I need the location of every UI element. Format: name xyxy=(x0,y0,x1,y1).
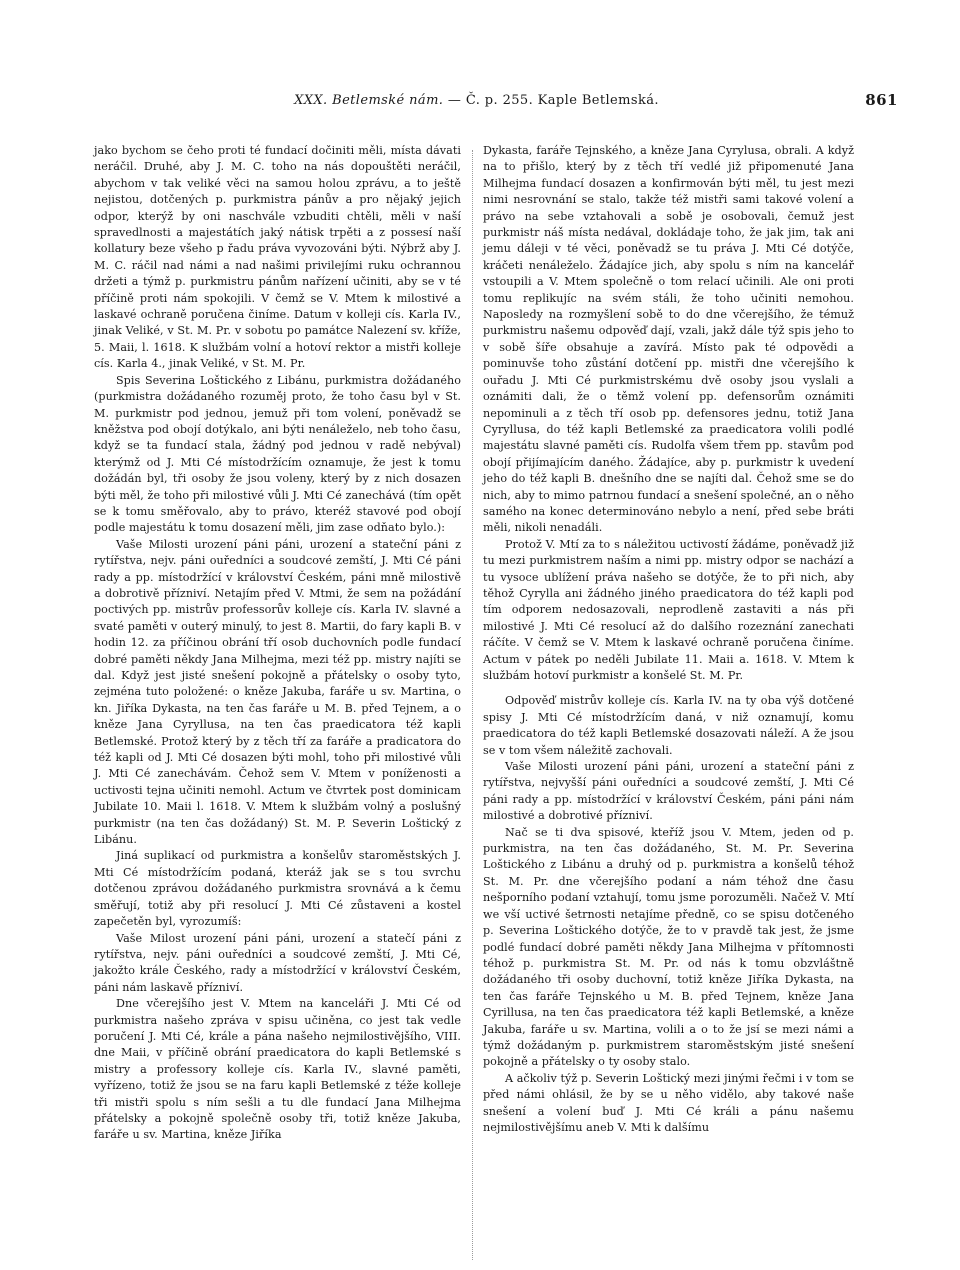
paragraph: Protož V. Mtí za to s náležitou uctivostí žádáme, poněvadž již tu mezi purkmistrem naším a nimi pp. mistry odpor se nachází a tu vysoce ublížení práva našeho se dotýče, že to při nich, aby těhož Cyrylla ani žádného jiného praedicatora do též kapli pod tím odporem nedosazovali, neprodleně zastaviti a nás při milostivé J. Mti Cé resolucí až do dalšího rozeznání zanechati ráčíte. V čemž se V. Mtem k laskavé ochraně poručena činíme. Actum v pátek po neděli Jubilate 11. Maii a. 1618. V. Mtem k službám hotoví purkmistr a konšelé St. M. Pr. xyxy=(483,537,854,682)
paragraph: Vaše Milosti urození páni páni, urození a stateční páni z rytířstva, nejvyšší páni ouředníci a soudcové zemští, J. Mti Cé páni rady a pp. místodržící v království Českém, páni páni nám milostivé a dobrotivé přízniví. xyxy=(483,760,854,823)
paragraph: Vaše Milost urození páni páni, urození a statečí páni z rytířstva, nejv. páni ouředníci a soudcové zemští, J. Mti Cé, jakožto krále Českého, rady a místodržící v království Českém, páni nám laskavě přízniví. xyxy=(94,931,461,994)
page-number: 861 xyxy=(865,91,898,109)
paragraph: Dne včerejšího jest V. Mtem na kanceláři J. Mti Cé od purkmistra našeho zpráva v spisu učiněna, co jest tak vedle poručení J. Mti Cé, krále a pána našeho nejmilostivějšího, VIII. dne Maii, v příčině obrání praedicatora do kapli Betlemské s mistry a professory kolleje cís. Karla IV., slavné paměti, vyřízeno, totiž že jsou se na faru kapli Betlemské z téže kolleje tři mistři spolu s ním sešli a tu dle fundací Jana Milhejma přátelsky a pokojně společně osoby tři, totiž kněze Jakuba, faráře u sv. Martina, kněze Jiříka xyxy=(94,997,461,1142)
page-header xyxy=(93,91,898,115)
column-divider xyxy=(472,150,473,1260)
paragraph: Vaše Milosti urození páni páni, urození a stateční páni z rytířstva, nejv. páni ouředníci a soudcové zemští, J. Mti Cé páni rady a pp. místodržící v království Českém, páni mně milostivě a dobrotivě přízniví. Netajím před V. Mtmi, že sem na požádání poctivých pp. mistrův professorův kolleje cís. Karla IV. slavné a svaté paměti v outerý minulý, to jest 8. Martii, do fary kapli B. v hodin 12. za příčinou obrání tří osob duchovních podle fundací dobré paměti někdy Jana Milhejma, mezi též pp. mistry najíti se dal. Když jest jisté snešení pokojně a přátelsky o osoby tyto, zejména tuto položené: o kněze Jakuba, faráře u sv. Martina, o kn. Jiříka Dykasta, na ten čas faráře u M. B. před Tejnem, a o kněze Jana Cyryllusa, na ten čas praedicatora též kapli Betlemské. Protož který by z těch tří za faráře a pradicatora do též kapli od J. Mti Cé dosazen býti mohl, toho při milostivé vůli J. Mti Cé zanechávám. Čehož sem V. Mtem v poníženosti a uctivosti tejna učiniti nemohl. Actum ve čtvrtek post dominicam Jubilate 10. Maii l. 1618. V. Mtem k službám volný a poslušný purkmistr (na ten čas dožádaný) St. M. P. Severin Loštický z Libánu. xyxy=(94,537,461,847)
paragraph: Odpověď mistrův kolleje cís. Karla IV. na ty oba výš dotčené spisy J. Mti Cé místodržícím daná, v niž oznamují, komu praedicatora do též kapli Betlemské dosazovati náleží. A že jsou se v tom všem náležitě zachovali. xyxy=(483,694,854,757)
section-title: XXX. Betlemské nám. xyxy=(294,93,444,108)
running-head xyxy=(93,93,860,108)
header-separator: — xyxy=(447,93,462,108)
paragraph: Nač se ti dva spisové, kteříž jsou V. Mtem, jeden od p. purkmistra, na ten čas dožádaného, St. M. Pr. Severina Loštického z Libánu a druhý od p. purkmistra a konšelů téhož St. M. Pr. dne včerejšího podaní a nám téhož dne času nešporního podaní vztahují, tomu jsme porozuměli. Načež V. Mtí we vší uctivé šetrnosti netajíme předně, co se spisu dotčeného p. Severina Loštického dotýče, že to v pravdě tak jest, že jsme podlé fundací dobré paměti někdy Jana Milhejma v přítomnosti téhož p. purkmistra St. M. Pr. od nás k tomu obzvláštně dožádaného tři osoby duchovní, totiž kněze Jiříka Dykasta, na ten čas faráře Tejnského u M. B. před Tejnem, kněze Jana Cyrillusa, na ten čas praedicatora též kapli Betlemské, a kněze Jakuba, faráře u sv. Martina, volili a o to že jsí se mezi námi a týmž dožádaným p. purkmistrem staroměstským jisté snešení pokojně a přátelsky o ty osoby stalo. xyxy=(483,825,854,1069)
paragraph: Spis Severina Loštického z Libánu, purkmistra dožádaného (purkmistra dožádaného rozuměj proto, že toho času byl v St. M. purkmistr pod jednou, jemuž při tom volení, poněvadž se kněžstva pod obojí dotýkalo, ani býti nenáleželo, neb toho času, když se ta fundací stala, žádný pod jednou v radě nebýval) kterýmž od J. Mti Cé místodržícím oznamuje, že jest k tomu dožádán byl, tři osoby že jsou voleny, který by z nich dosazen býti měl, že toho při milostivé vůli J. Mti Cé zanechává (tím opět se k tomu směřovalo, aby to právo, kteréž stavové pod obojí podle majestátu k tomu dosazení měli, jim zase odňato bylo.): xyxy=(94,373,461,535)
right-column xyxy=(483,143,854,1136)
paragraph: jako bychom se čeho proti té fundací dočiniti měli, místa dávati neráčil. Druhé, aby J. M. C. toho na nás dopouštěti neráčil, abychom v tak veliké věci na samou holou zprávu, a to ještě nejistou, dotčených p. purkmistra pánův a pro nějaký jejich odpor, kterýž by oni naschvále vzbuditi chtěli, měli v naší spravedlnosti a majestátích jaký nátisk trpěti a z possesí naší kollatury beze všeho p řadu práva vyvozováni býti. Nýbrž aby J. M. C. ráčil nad námi a nad našimi privilejími ruku ochrannou držeti a týmž p. purkmistru pánům nařízení učiniti, aby se v té příčině proti nám spokojili. V čemž se V. Mtem k milostivé a laskavé ochraně poručena činíme. Datum v kolleji cís. Karla IV., jinak Veliké, v St. M. Pr. v sobotu po památce Nalezení sv. kříže, 5. Maii, l. 1618. K službám volní a hotoví rektor a mistři kolleje cís. Karla 4., jinak Veliké, v St. M. Pr. xyxy=(94,144,461,371)
section-subtitle: Č. p. 255. Kaple Betlemská. xyxy=(465,93,659,108)
paragraph: Jiná suplikací od purkmistra a konšelův staroměstských J. Mti Cé místodržícím podaná, kteráž jak se s tou svrchu dotčenou zprávou dožádaného purkmistra srovnává a k čemu směřují, totiž aby při resolucí J. Mti Cé zůstaveni a kostel zapečetěn byl, vyrozumíš: xyxy=(94,849,461,929)
paragraph: Dykasta, faráře Tejnského, a kněze Jana Cyrylusa, obrali. A když na to přišlo, který by z těch tří vedlé již připomenuté Jana Milhejma fundací dosazen a konfirmován býti měl, tu jest mezi nimi nesrovnání se stalo, takže též mistři sami takové volení a právo na sebe vztahovali a sobě je osobovali, čemuž jest purkmistr náš místa nedával, dokládaje toho, že jak jim, tak ani jemu dáleji v té věci, poněvadž se tu práva J. Mti Cé dotýče, kráčeti nenáleželo. Žádajíce jich, aby spolu s ním na kancelář vstoupili a V. Mtem společně o tom relací učinili. Ale oni proti tomu replikujíc na svém stáli, že toho učiniti nemohou. Naposledy na rozmyšlení sobě to do dne včerejšího, že témuž purkmistru našemu odpověď dají, vzali, jakž dále týž spis jeho to v sobě šíře obsahuje a zavírá. Místo pak té odpovědi a pominuvše toho zůstání dotčení pp. mistři dne včerejšího k ouřadu J. Mti Cé purkmistrskému dvě osoby jsou vyslali a oznámiti dali, že o těmž volení pp. defensorům oznámiti nepominuli a z těch tří osob pp. defensores jednu, totiž Jana Cyryllusa, do též kapli Betlemské za praedicatora volili podlé majestátu slavné paměti cís. Rudolfa všem třem pp. stavům pod obojí přijímajícím daného. Žádajíce, aby p. purkmistr k uvedení jeho do též kapli B. dnešního dne se najíti dal. Čehož sme se do nich, aby to mimo patrnou fundací a snešení společné, an o něho samého na konec determinováno nebylo a není, před sebe bráti měli, nikoli nenadáli. xyxy=(483,144,854,535)
paragraph: A ačkoliv týž p. Severin Loštický mezi jinými řečmi i v tom se před námi ohlásil, že by se u něho vidělo, aby takové naše snešení a volení buď J. Mti Cé králi a pánu našemu nejmilostivějšímu aneb V. Mti k dalšímu xyxy=(483,1071,854,1134)
left-column xyxy=(94,143,461,1144)
